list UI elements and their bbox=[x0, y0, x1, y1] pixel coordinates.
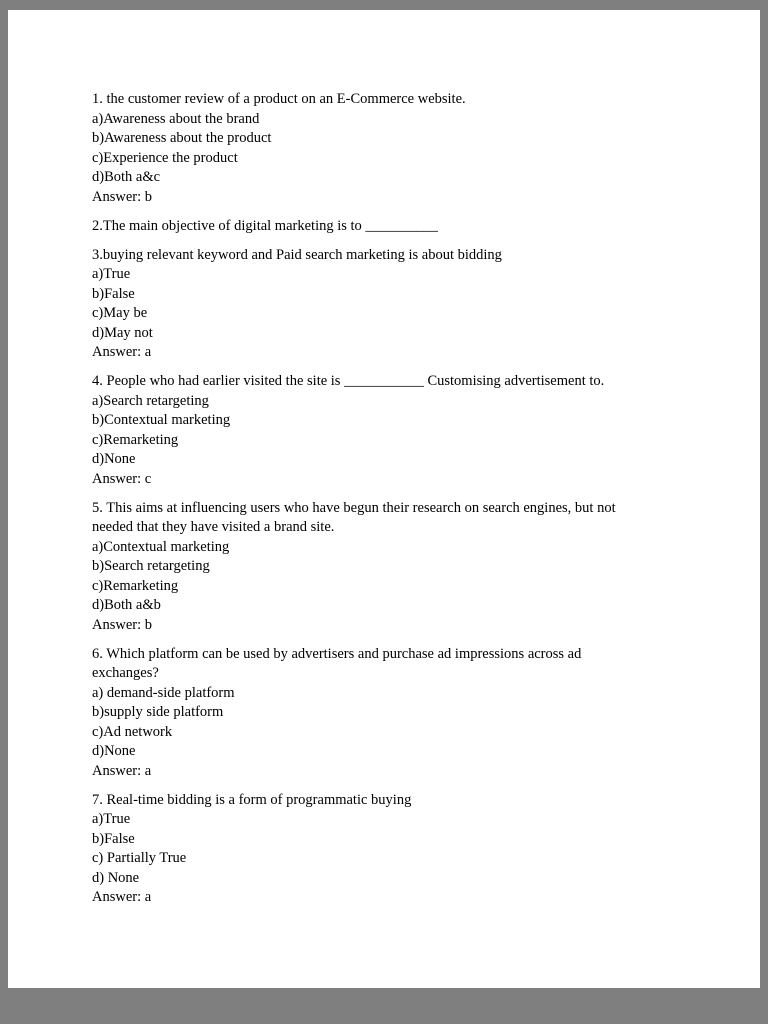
question-option: b)False bbox=[92, 285, 135, 302]
question-text: 7. Real-time bidding is a form of programmatic buying bbox=[92, 791, 412, 808]
question-option: a)True bbox=[92, 266, 131, 282]
question-text: 6. Which platform can be used by advertisers and purchase ad impressions across ad exchanges? bbox=[92, 645, 582, 681]
question-option: c) Partially True bbox=[92, 850, 187, 866]
question-text: 3.buying relevant keyword and Paid search marketing is about bidding bbox=[92, 246, 502, 263]
question-option: d)Both a&b bbox=[92, 597, 161, 613]
question-block-5 bbox=[92, 499, 640, 636]
question-answer: Answer: b bbox=[92, 616, 153, 633]
question-text: 4. People who had earlier visited the site is ___________ Customising advertisement to. bbox=[92, 373, 605, 389]
question-option: a)True bbox=[92, 811, 131, 827]
question-answer: Answer: a bbox=[92, 889, 152, 905]
question-option: c)Remarketing bbox=[92, 577, 179, 594]
question-option: c)Remarketing bbox=[92, 431, 179, 448]
question-option: b)False bbox=[92, 830, 135, 847]
question-option: d)None bbox=[92, 743, 136, 759]
question-answer: Answer: a bbox=[92, 344, 152, 360]
question-answer: Answer: c bbox=[92, 470, 152, 487]
question-option: b)Awareness about the product bbox=[92, 130, 272, 146]
question-answer: Answer: a bbox=[92, 762, 152, 779]
question-block-4 bbox=[92, 372, 640, 489]
question-block-7 bbox=[92, 791, 640, 908]
question-block-2 bbox=[92, 217, 640, 237]
document-page bbox=[8, 10, 760, 988]
question-option: a)Search retargeting bbox=[92, 392, 209, 409]
question-option: d)Both a&c bbox=[92, 169, 161, 185]
question-option: a) demand-side platform bbox=[92, 684, 235, 701]
question-option: b)Search retargeting bbox=[92, 558, 210, 574]
question-option: d) None bbox=[92, 869, 140, 886]
question-option: b)supply side platform bbox=[92, 704, 224, 720]
question-answer: Answer: b bbox=[92, 188, 153, 205]
question-text: 1. the customer review of a product on an E-Commerce website. bbox=[92, 91, 466, 107]
question-option: c)Experience the product bbox=[92, 149, 238, 166]
question-block-6 bbox=[92, 645, 640, 782]
question-option: d)May not bbox=[92, 324, 153, 341]
question-option: c)May be bbox=[92, 305, 148, 321]
question-option: a)Awareness about the brand bbox=[92, 110, 260, 127]
question-text: 5. This aims at influencing users who have begun their research on search engines, but not needed that they have visited a brand site. bbox=[92, 499, 616, 535]
question-option: a)Contextual marketing bbox=[92, 538, 230, 555]
document-content bbox=[8, 10, 640, 908]
question-option: c)Ad network bbox=[92, 723, 173, 740]
question-text: 2.The main objective of digital marketing is to __________ bbox=[92, 217, 438, 234]
question-block-3 bbox=[92, 246, 640, 363]
question-option: b)Contextual marketing bbox=[92, 412, 231, 428]
question-option: d)None bbox=[92, 451, 136, 467]
question-block-1 bbox=[92, 90, 640, 207]
